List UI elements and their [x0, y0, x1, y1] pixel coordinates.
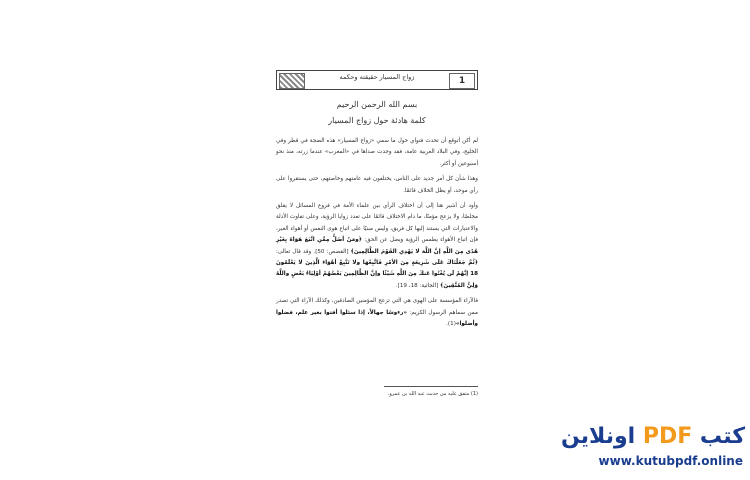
logo-word-books: كتب: [692, 424, 745, 449]
logo-word-pdf: PDF: [642, 424, 693, 449]
site-url[interactable]: www.kutubpdf.online: [598, 454, 743, 468]
hadith-quote: «رءوسًا جهالاً، إذا سئلوا أفتوا بغير علم، فضلوا وأضلوا»: [276, 309, 478, 328]
paragraph-2: وهذا شأن كل أمر جديد على الناس، يختلفون فيه عامتهم وخاصتهم، حتى يستقروا على رأي موحد، أو يظل الخلاف قائمًا.: [276, 176, 478, 194]
paragraph-1: لم أكن أتوقع أن تحدث فتواي حول ما سمي «زواج المسيار» هذه الضجة في قطر وفي الخليج، وفي البلاد العربية عامة، فقد وجدت صداها في «المغرب» عندما زرته، منذ نحو أسبوعين أو أكثر.: [276, 138, 478, 167]
page-header: [276, 70, 478, 90]
page-number: 1: [449, 73, 475, 89]
chapter-heading: كلمة هادئة حول زواج المسيار: [328, 116, 426, 125]
logo-word-online: اونلاين: [560, 424, 643, 449]
paragraph-4-text: فالآراء المؤسسة على الهوى هي التي تزعج المؤمنين الصادقين، وكذلك الآراء التي تصدر ممن سماهم الرسول الكريم:: [276, 298, 478, 316]
book-page: [276, 62, 478, 412]
header-ornament: [279, 73, 305, 89]
body-text: [276, 136, 478, 335]
verse-reference-2: [الجاثية: 18، 19].: [395, 282, 441, 289]
running-title: زواج المسيار حقيقته وحكمه: [339, 73, 415, 81]
site-logo: [561, 424, 745, 449]
paragraph-4: [276, 296, 478, 330]
footnote-divider: [384, 386, 478, 387]
paragraph-3: [276, 201, 478, 292]
quran-verse-1: ﴿ومَنْ أضَلُّ مِمَّنِ اتَّبَعَ هَوَاهُ بِغَيْرِ هُدًى مِنَ اللَّهِ إنَّ اللَّهَ لا يَهْدِي القَوْمَ الظَّالِمِينَ﴾: [276, 237, 478, 255]
paragraph-3-text: وأود أن أشير هنا إلى أن اختلاف الرأي بين علماء الأمة في فروع المسائل لا يقلق مخلصًا، ولا يزعج مؤمنًا، ما دام الاختلاف قائمًا على تعدد زوايا الرؤية، وعلى تفاوت الأدلة والاعتبارات التي يستند إليها كل فريق، وليس مبنيًا على اتباع هوى النفس أو أهواء الغير، فإن اتباع الأهواء يطمس الرؤية ويضل عن الحق:: [276, 203, 478, 244]
site-watermark[interactable]: [560, 424, 745, 474]
verse-reference-1: [القصص: 50]. وقد قال تعالى:: [276, 248, 351, 255]
quran-verse-2: ﴿ثُمَّ جَعَلْنَاكَ عَلَى شَرِيعَةٍ مِنَ الأمْرِ فَاتَّبِعْهَا ولا تَتَّبِعْ أهْوَاءَ الَّذِينَ لا يَعْلَمُونَ 18 إنَّهُمْ لَن يُغْنُوا عَنكَ مِنَ اللَّهِ شَيْئًا وإنَّ الظَّالِمِينَ بَعْضُهُمْ أوْلِيَاءُ بَعْضٍ واللَّهُ وَلِيُّ المُتَّقِينَ﴾: [276, 260, 478, 289]
footnote: (1) متفق عليه من حديث عبد الله بن عمرو.: [387, 391, 478, 397]
footnote-marker: (1).: [446, 321, 456, 328]
basmala: بسم الله الرحمن الرحيم: [336, 100, 418, 109]
